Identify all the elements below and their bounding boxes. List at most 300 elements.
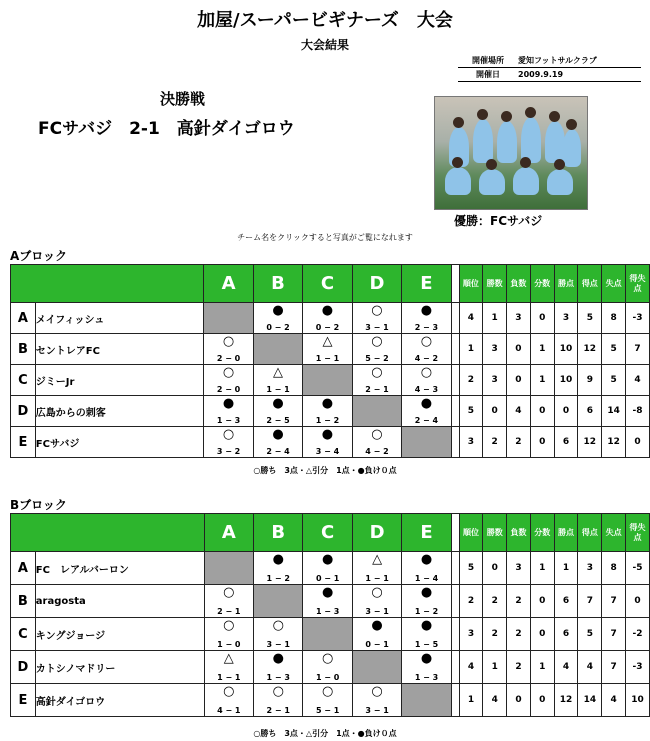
gap-cell	[451, 303, 459, 334]
stat-header: 失点	[602, 514, 626, 552]
team-letter: C	[11, 618, 36, 651]
result-mark: △	[273, 365, 284, 380]
stat-value: 1	[530, 552, 554, 585]
result-mark: △	[372, 552, 383, 567]
stat-value: 1	[530, 334, 554, 365]
team-name-link[interactable]: セントレアFC	[35, 334, 204, 365]
match-result-cell	[254, 684, 303, 717]
stat-value: 6	[554, 618, 578, 651]
match-result-cell	[303, 684, 352, 717]
match-result-cell	[352, 585, 401, 618]
match-result-cell	[204, 684, 253, 717]
match-result-cell	[254, 618, 303, 651]
stat-value: 7	[602, 618, 626, 651]
result-mark: ●	[272, 396, 284, 411]
stat-value: 6	[554, 427, 578, 458]
match-score: 3 − 1	[365, 706, 389, 715]
stat-value: 0	[483, 396, 507, 427]
team-letter: B	[11, 334, 36, 365]
result-mark: ●	[321, 552, 334, 567]
self-match-cell	[204, 552, 253, 585]
stat-value: 0	[507, 684, 531, 717]
team-name-link[interactable]: カトシノマドリー	[35, 651, 204, 684]
match-score: 4 − 2	[414, 354, 439, 363]
stat-value: 2	[483, 585, 507, 618]
stat-value: 0	[530, 427, 554, 458]
match-score: 0 − 1	[365, 640, 389, 649]
result-mark: ○	[371, 585, 383, 600]
self-match-cell	[253, 334, 302, 365]
stat-value: 2	[507, 618, 531, 651]
match-result-cell	[303, 651, 352, 684]
stat-value: 0	[483, 552, 507, 585]
match-score: 2 − 0	[216, 385, 241, 394]
result-mark: ○	[420, 334, 433, 349]
gap-cell	[451, 651, 459, 684]
stat-value: -2	[626, 618, 650, 651]
stat-value: 1	[530, 651, 554, 684]
stat-value: 2	[507, 427, 531, 458]
result-mark: ●	[321, 303, 334, 318]
page-subtitle: 大会結果	[300, 38, 349, 52]
stat-value: 7	[602, 585, 626, 618]
stat-value: 1	[459, 684, 483, 717]
gap-cell	[451, 684, 459, 717]
stat-value: 4	[602, 684, 626, 717]
stat-value: 14	[602, 396, 626, 427]
winner-caption: 優勝：FCサバジ	[454, 214, 543, 228]
stat-value: -3	[626, 651, 650, 684]
team-row	[11, 684, 650, 717]
result-mark: ○	[321, 684, 334, 699]
match-result-cell	[352, 365, 401, 396]
match-result-cell	[253, 427, 302, 458]
stat-header: 勝数	[483, 514, 507, 552]
match-score: 1 − 3	[414, 673, 439, 682]
header-row	[11, 265, 650, 303]
stat-value: 0	[530, 684, 554, 717]
match-score: 1 − 1	[315, 354, 340, 363]
result-mark: ○	[272, 684, 284, 699]
date-label: 開催日	[476, 70, 500, 79]
gap-cell	[451, 618, 459, 651]
stat-header: 勝数	[483, 265, 507, 303]
stat-value: 1	[554, 552, 578, 585]
stat-header: 分数	[530, 514, 554, 552]
match-result-cell	[254, 651, 303, 684]
match-score: 3 − 1	[365, 323, 389, 332]
match-score: 1 − 4	[414, 574, 439, 583]
team-letter: D	[11, 396, 36, 427]
stat-value: 2	[507, 585, 531, 618]
gap-cell	[451, 427, 459, 458]
block-b-table	[10, 513, 650, 717]
result-mark: ○	[223, 585, 235, 600]
page-title: 加屋/スーパービギナーズ 大会	[197, 10, 453, 31]
match-result-cell	[352, 552, 401, 585]
match-score: 1 − 1	[266, 385, 290, 394]
team-letter: B	[11, 585, 36, 618]
stat-value: 3	[554, 303, 578, 334]
column-header-c: C	[303, 514, 352, 552]
stat-value: 4	[459, 303, 483, 334]
result-mark: ●	[272, 552, 284, 567]
result-mark: ○	[371, 334, 383, 349]
match-score: 4 − 3	[414, 385, 439, 394]
team-row	[11, 303, 650, 334]
match-result-cell	[402, 618, 451, 651]
column-header-b: B	[253, 265, 302, 303]
stat-value: 3	[459, 427, 483, 458]
team-letter: A	[11, 303, 36, 334]
match-score: 1 − 0	[217, 640, 241, 649]
self-match-cell	[303, 365, 352, 396]
team-name-link[interactable]: ジミーJr	[35, 365, 204, 396]
match-score: 1 − 2	[414, 607, 439, 616]
stat-value: 7	[626, 334, 650, 365]
match-result-cell	[204, 365, 253, 396]
stat-value: 1	[530, 365, 554, 396]
stat-header: 得失点	[626, 514, 650, 552]
stat-value: 0	[626, 427, 650, 458]
result-mark: ○	[222, 334, 235, 349]
match-result-cell	[402, 334, 451, 365]
stat-value: 9	[578, 365, 602, 396]
stat-value: 0	[530, 303, 554, 334]
stat-value: 5	[578, 618, 602, 651]
match-score: 3 − 2	[216, 447, 241, 456]
stat-value: 0	[626, 585, 650, 618]
gap-cell	[451, 514, 459, 552]
match-score: 0 − 2	[266, 323, 290, 332]
match-score: 2 − 1	[365, 385, 389, 394]
result-mark: ●	[420, 651, 433, 666]
match-score: 1 − 5	[414, 640, 439, 649]
stat-value: 7	[602, 651, 626, 684]
gap-cell	[451, 334, 459, 365]
result-mark: ○	[223, 684, 235, 699]
stat-value: 4	[459, 651, 483, 684]
match-score: 1 − 2	[315, 416, 340, 425]
result-mark: ●	[321, 396, 334, 411]
venue-info	[458, 54, 641, 82]
stat-value: 5	[459, 396, 483, 427]
team-row	[11, 651, 650, 684]
column-header-a: A	[204, 265, 253, 303]
stat-value: 12	[578, 427, 602, 458]
team-row	[11, 585, 650, 618]
stat-header: 分数	[530, 265, 554, 303]
stat-value: -3	[626, 303, 650, 334]
header-blank	[11, 265, 204, 303]
match-result-cell	[402, 651, 451, 684]
date-value: 2009.9.19	[518, 70, 564, 79]
result-mark: ●	[371, 618, 383, 633]
stat-header: 勝点	[554, 265, 578, 303]
stat-value: 3	[483, 334, 507, 365]
stat-value: 3	[507, 552, 531, 585]
match-score: 2 − 3	[414, 323, 439, 332]
team-row	[11, 618, 650, 651]
stat-value: 5	[459, 552, 483, 585]
match-result-cell	[204, 618, 253, 651]
match-score: 1 − 3	[315, 607, 340, 616]
stat-header: 順位	[459, 265, 483, 303]
stat-value: -5	[626, 552, 650, 585]
match-result-cell	[352, 427, 401, 458]
stat-header: 勝点	[554, 514, 578, 552]
stat-value: 0	[530, 618, 554, 651]
match-score: 1 − 3	[266, 673, 290, 682]
block-a-table	[10, 264, 650, 458]
match-result-cell	[402, 396, 451, 427]
match-result-cell	[402, 585, 451, 618]
stat-value: 10	[626, 684, 650, 717]
match-score: 2 − 1	[266, 706, 290, 715]
stat-value: 3	[578, 552, 602, 585]
team-letter: E	[11, 427, 36, 458]
stat-header: 負数	[507, 265, 531, 303]
stat-value: 3	[459, 618, 483, 651]
result-mark: ○	[420, 365, 433, 380]
match-score: 3 − 1	[365, 607, 389, 616]
stat-value: 1	[483, 303, 507, 334]
team-name-link[interactable]: メイフィッシュ	[35, 303, 204, 334]
stat-value: 0	[507, 334, 531, 365]
venue-value: 愛知フットサルクラブ	[518, 56, 597, 65]
match-score: 4 − 2	[365, 447, 389, 456]
column-header-a: A	[204, 514, 253, 552]
self-match-cell	[352, 651, 401, 684]
column-header-e: E	[402, 514, 451, 552]
match-score: 0 − 2	[315, 323, 340, 332]
stat-value: 2	[459, 365, 483, 396]
self-match-cell	[303, 618, 352, 651]
result-mark: ○	[371, 303, 383, 318]
stat-value: 12	[578, 334, 602, 365]
result-mark: ●	[321, 585, 334, 600]
match-score: 5 − 2	[365, 354, 389, 363]
result-mark: ●	[420, 618, 433, 633]
team-name-link[interactable]: キングジョージ	[35, 618, 204, 651]
block-b-legend: ○勝ち 3点・△引分 1点・●負け０点	[253, 729, 397, 738]
match-score: 3 − 4	[315, 447, 340, 456]
stat-value: 4	[554, 651, 578, 684]
stat-value: 2	[507, 651, 531, 684]
stat-value: 5	[602, 334, 626, 365]
stat-value: 7	[578, 585, 602, 618]
stat-value: 14	[578, 684, 602, 717]
result-mark: ●	[420, 552, 433, 567]
match-result-cell	[204, 427, 253, 458]
venue-label: 開催場所	[472, 56, 504, 65]
team-row	[11, 334, 650, 365]
stat-value: 0	[530, 585, 554, 618]
self-match-cell	[352, 396, 401, 427]
stat-value: 10	[554, 334, 578, 365]
match-result-cell	[352, 618, 401, 651]
stat-value: 6	[578, 396, 602, 427]
self-match-cell	[402, 427, 451, 458]
result-mark: ○	[371, 427, 383, 442]
block-a-legend: ○勝ち 3点・△引分 1点・●負け０点	[253, 466, 397, 475]
result-mark: ●	[272, 427, 284, 442]
stat-value: 6	[554, 585, 578, 618]
match-score: 0 − 1	[315, 574, 340, 583]
match-result-cell	[204, 585, 253, 618]
match-score: 2 − 1	[217, 607, 241, 616]
gap-cell	[451, 585, 459, 618]
match-result-cell	[402, 303, 451, 334]
team-name-link[interactable]: aragosta	[35, 585, 204, 618]
result-mark: ●	[420, 585, 433, 600]
match-score: 2 − 5	[266, 416, 290, 425]
match-result-cell	[254, 552, 303, 585]
team-name-link[interactable]: FC レアルバーロン	[35, 552, 204, 585]
stat-value: 4	[578, 651, 602, 684]
result-mark: △	[322, 334, 333, 349]
team-row	[11, 552, 650, 585]
stat-value: 1	[459, 334, 483, 365]
final-score: FCサバジ 2-1 高針ダイゴロウ	[38, 119, 295, 139]
team-row	[11, 427, 650, 458]
team-name-link[interactable]: FCサバジ	[35, 427, 204, 458]
result-mark: △	[223, 651, 234, 666]
final-label: 決勝戦	[160, 90, 206, 108]
result-mark: ●	[321, 427, 334, 442]
stat-value: 8	[602, 303, 626, 334]
stat-value: 4	[507, 396, 531, 427]
match-result-cell	[204, 651, 253, 684]
match-result-cell	[303, 396, 352, 427]
block-b-title: Bブロック	[10, 498, 67, 512]
match-result-cell	[352, 334, 401, 365]
column-header-e: E	[402, 265, 451, 303]
stat-value: 3	[507, 303, 531, 334]
column-header-c: C	[303, 265, 352, 303]
match-result-cell	[303, 334, 352, 365]
match-score: 1 − 2	[266, 574, 290, 583]
stat-value: 0	[554, 396, 578, 427]
stat-value: 3	[483, 365, 507, 396]
gap-cell	[451, 365, 459, 396]
stat-header: 得点	[578, 265, 602, 303]
match-score: 1 − 1	[365, 574, 389, 583]
result-mark: ●	[272, 303, 284, 318]
match-score: 5 − 1	[315, 706, 340, 715]
team-letter: C	[11, 365, 36, 396]
stat-value: 4	[626, 365, 650, 396]
stat-value: 2	[483, 427, 507, 458]
block-a-title: Aブロック	[10, 249, 68, 263]
gap-cell	[451, 396, 459, 427]
match-score: 2 − 4	[414, 416, 439, 425]
result-mark: ○	[371, 365, 383, 380]
match-result-cell	[303, 585, 352, 618]
stat-header: 順位	[459, 514, 483, 552]
match-result-cell	[303, 303, 352, 334]
gap-cell	[451, 552, 459, 585]
match-result-cell	[253, 303, 302, 334]
result-mark: ○	[371, 684, 383, 699]
result-mark: ○	[272, 618, 284, 633]
match-score: 3 − 1	[266, 640, 290, 649]
team-letter: D	[11, 651, 36, 684]
match-score: 1 − 3	[216, 416, 241, 425]
column-header-d: D	[352, 514, 401, 552]
stat-value: 5	[602, 365, 626, 396]
header-blank	[11, 514, 205, 552]
self-match-cell	[402, 684, 451, 717]
stat-value: 12	[602, 427, 626, 458]
stat-value: 0	[507, 365, 531, 396]
result-mark: ●	[420, 396, 433, 411]
match-result-cell	[303, 552, 352, 585]
gap-cell	[451, 265, 459, 303]
match-result-cell	[402, 365, 451, 396]
stat-value: 0	[530, 396, 554, 427]
stat-header: 得失点	[626, 265, 650, 303]
match-result-cell	[352, 684, 401, 717]
team-name-link[interactable]: 高針ダイゴロウ	[35, 684, 204, 717]
result-mark: ○	[222, 427, 235, 442]
match-score: 4 − 1	[217, 706, 241, 715]
column-header-b: B	[254, 514, 303, 552]
team-letter: E	[11, 684, 36, 717]
result-mark: ○	[321, 651, 334, 666]
match-result-cell	[352, 303, 401, 334]
result-mark: ○	[223, 618, 235, 633]
team-name-link[interactable]: 広島からの刺客	[35, 396, 204, 427]
match-score: 2 − 4	[266, 447, 290, 456]
stat-value: 4	[483, 684, 507, 717]
stat-header: 失点	[602, 265, 626, 303]
column-header-d: D	[352, 265, 401, 303]
team-row	[11, 365, 650, 396]
stat-value: 5	[578, 303, 602, 334]
result-mark: ●	[222, 396, 235, 411]
self-match-cell	[204, 303, 253, 334]
match-result-cell	[204, 396, 253, 427]
self-match-cell	[254, 585, 303, 618]
stat-value: 2	[483, 618, 507, 651]
stat-header: 得点	[578, 514, 602, 552]
stat-value: 1	[483, 651, 507, 684]
match-score: 1 − 1	[217, 673, 241, 682]
match-result-cell	[402, 552, 451, 585]
match-score: 2 − 0	[216, 354, 241, 363]
stat-value: 12	[554, 684, 578, 717]
winner-team-photo	[434, 96, 588, 210]
team-row	[11, 396, 650, 427]
match-result-cell	[253, 365, 302, 396]
header-row	[11, 514, 650, 552]
match-result-cell	[204, 334, 253, 365]
match-score: 1 − 0	[315, 673, 340, 682]
stat-value: 8	[602, 552, 626, 585]
team-letter: A	[11, 552, 36, 585]
stat-value: 2	[459, 585, 483, 618]
stat-value: -8	[626, 396, 650, 427]
stat-header: 負数	[507, 514, 531, 552]
result-mark: ●	[420, 303, 433, 318]
stat-value: 10	[554, 365, 578, 396]
click-hint: チーム名をクリックすると写真がご覧になれます	[237, 233, 413, 242]
result-mark: ○	[222, 365, 235, 380]
result-mark: ●	[272, 651, 284, 666]
match-result-cell	[253, 396, 302, 427]
match-result-cell	[303, 427, 352, 458]
